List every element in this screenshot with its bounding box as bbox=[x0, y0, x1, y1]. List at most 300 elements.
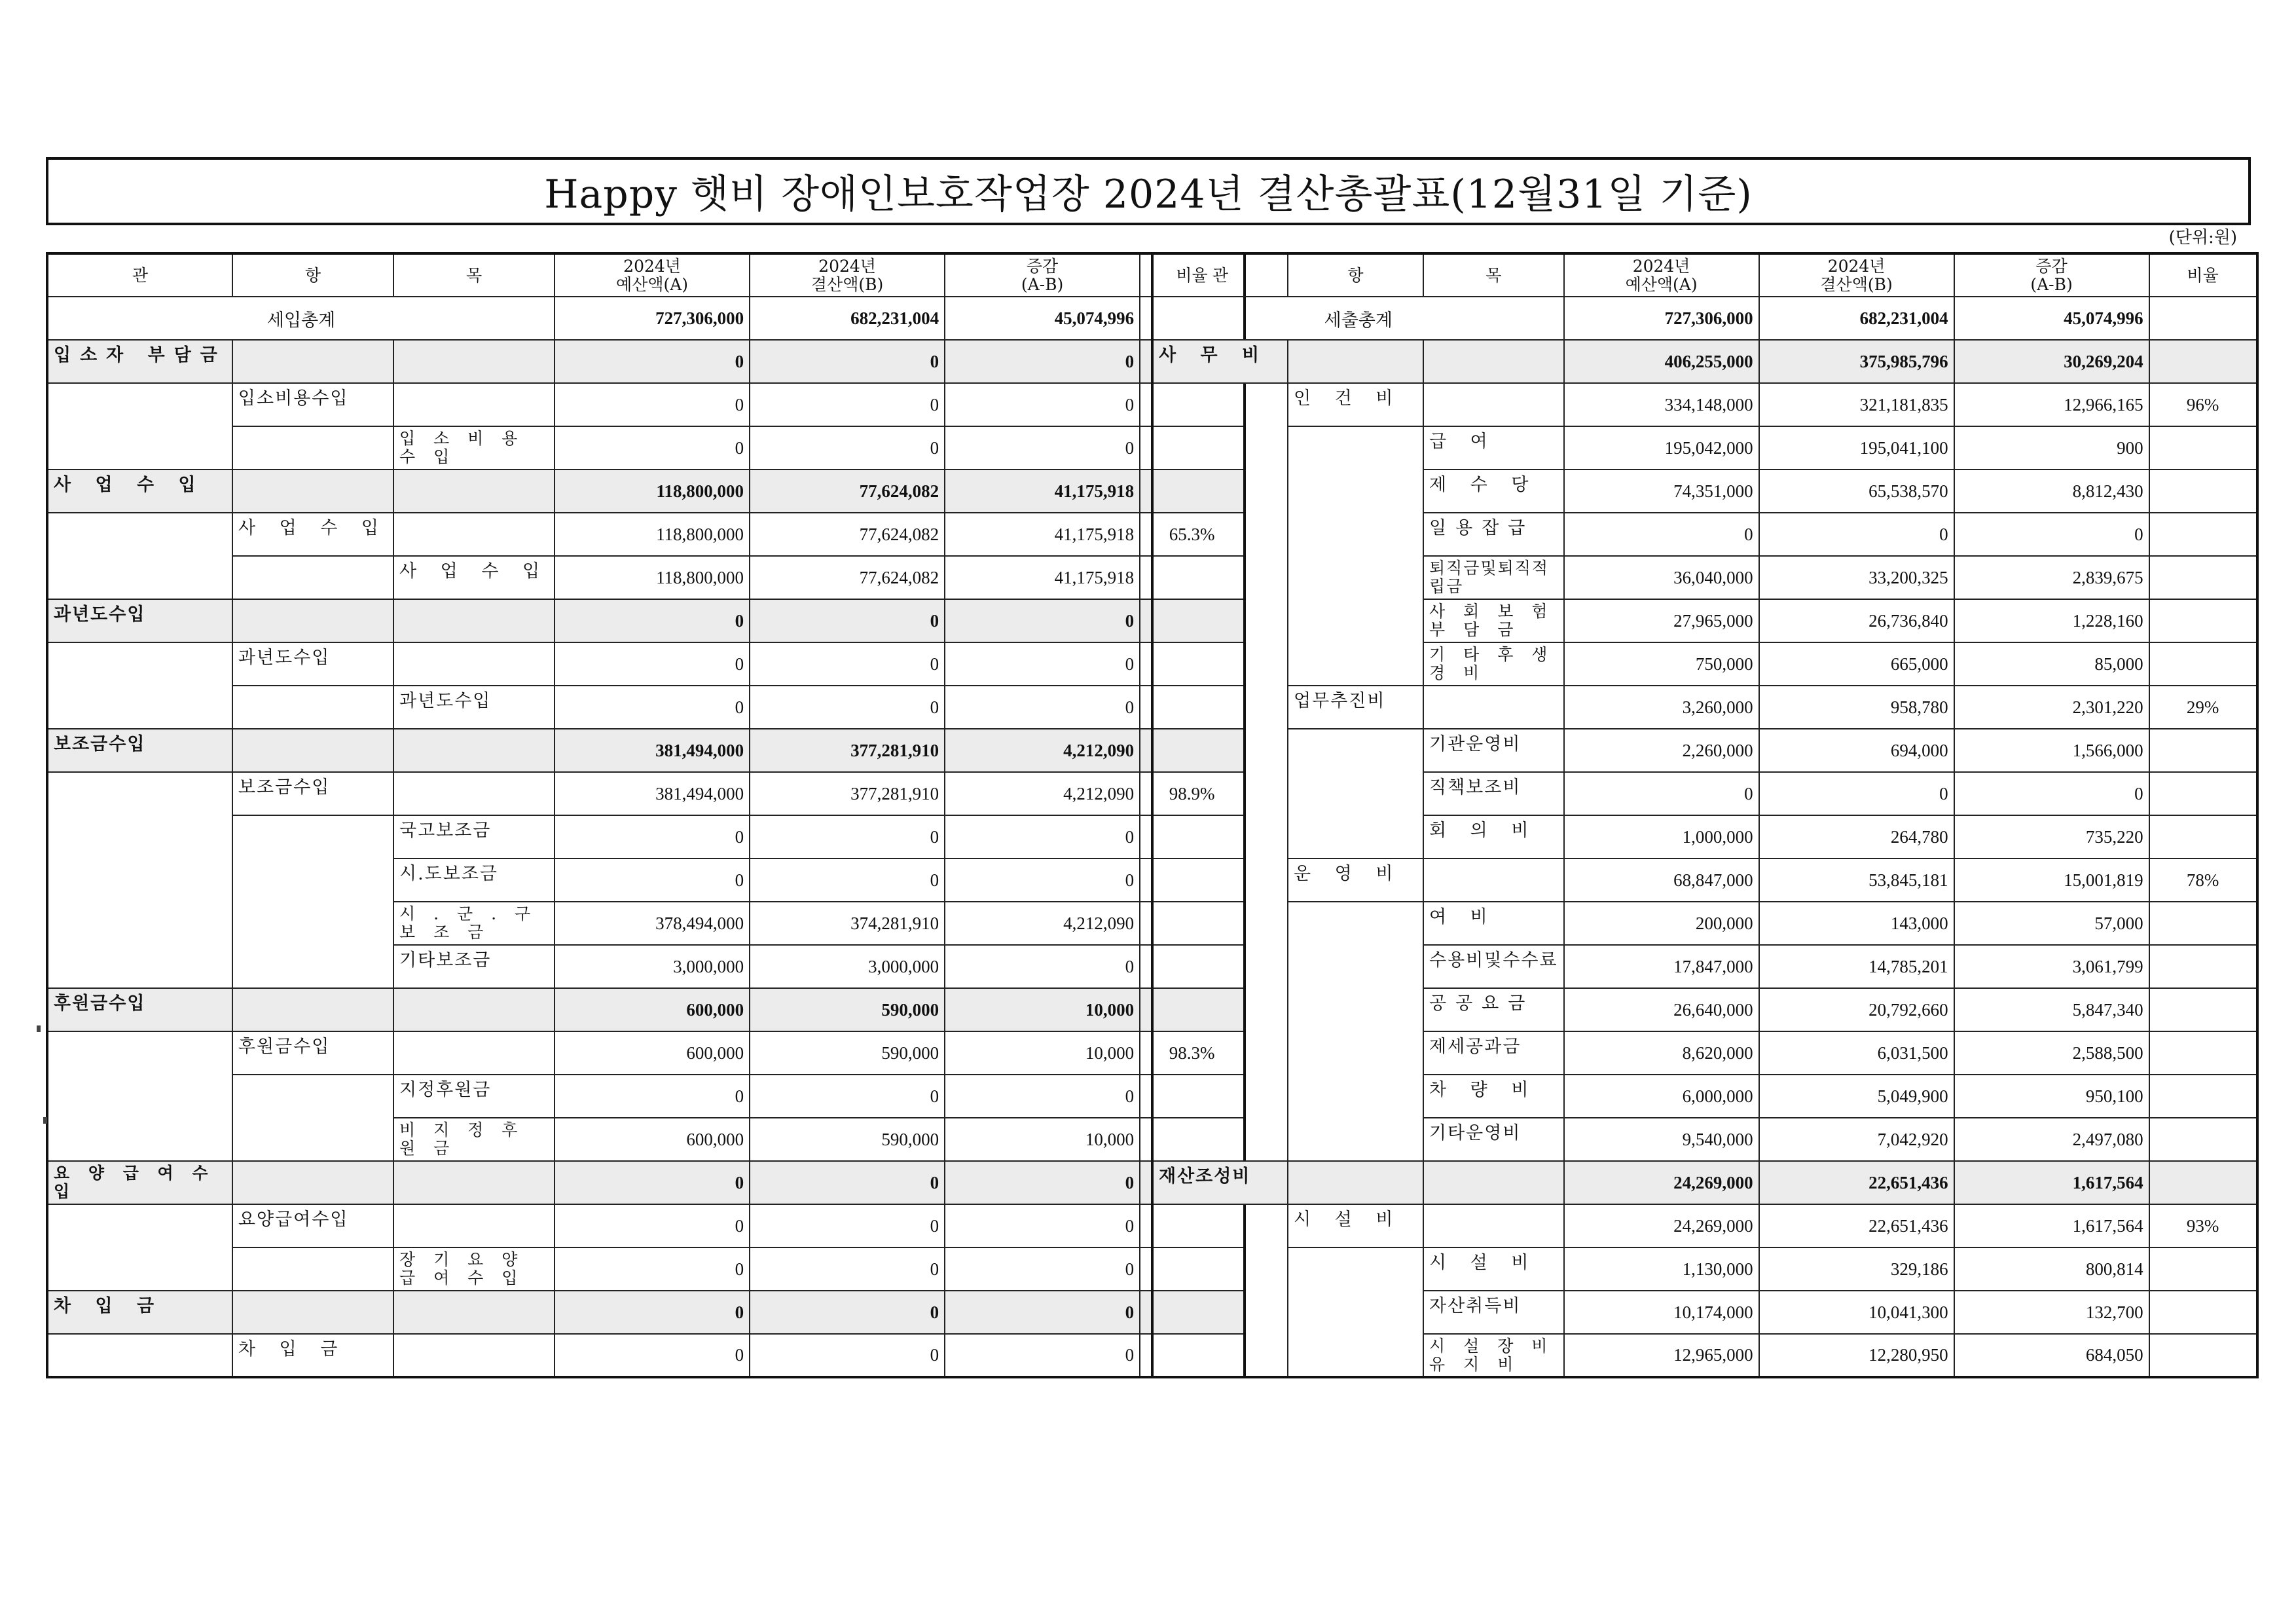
table-row bbox=[1152, 599, 2257, 642]
cell-hang: 후원금수입 bbox=[232, 1031, 393, 1075]
cell-mok: 시.도보조금 bbox=[393, 858, 555, 902]
table-row bbox=[1152, 902, 2257, 945]
cell-b: 329,186 bbox=[1759, 1247, 1954, 1291]
cell-gwan bbox=[1152, 815, 1288, 858]
cell-a: 0 bbox=[555, 426, 750, 470]
cell-ratio bbox=[2149, 945, 2257, 988]
cell-d: 1,228,160 bbox=[1954, 599, 2149, 642]
cell-a: 0 bbox=[555, 1161, 750, 1204]
cell-ratio bbox=[2149, 1031, 2257, 1075]
cell-hang bbox=[1288, 1334, 1423, 1377]
table-row bbox=[1152, 1334, 2257, 1377]
cell-b: 0 bbox=[750, 815, 945, 858]
cell-a: 0 bbox=[555, 815, 750, 858]
cell-a: 8,620,000 bbox=[1564, 1031, 1759, 1075]
table-row bbox=[47, 1334, 1245, 1377]
cell-d: 735,220 bbox=[1954, 815, 2149, 858]
cell-b: 0 bbox=[750, 858, 945, 902]
total-d: 45,074,996 bbox=[1954, 297, 2149, 340]
cell-b: 0 bbox=[1759, 513, 1954, 556]
cell-a: 36,040,000 bbox=[1564, 556, 1759, 599]
cell-mok bbox=[393, 1031, 555, 1075]
cell-hang bbox=[232, 815, 393, 858]
cell-hang: 보조금수입 bbox=[232, 772, 393, 815]
cell-ratio bbox=[2149, 642, 2257, 686]
cell-b: 0 bbox=[750, 1291, 945, 1334]
cell-a: 12,965,000 bbox=[1564, 1334, 1759, 1377]
cell-a: 381,494,000 bbox=[555, 729, 750, 772]
cell-ratio: 98.9% bbox=[1140, 772, 1245, 815]
cell-gwan bbox=[47, 858, 232, 902]
cell-gwan bbox=[47, 642, 232, 686]
cell-b: 375,985,796 bbox=[1759, 340, 1954, 383]
cell-gwan: 사 무 비 bbox=[1152, 340, 1288, 383]
table-row bbox=[1152, 470, 2257, 513]
cell-hang bbox=[1288, 426, 1423, 470]
cell-d: 10,000 bbox=[945, 988, 1140, 1031]
cell-b: 0 bbox=[750, 642, 945, 686]
cell-hang: 차 입 금 bbox=[232, 1334, 393, 1377]
cell-gwan bbox=[47, 945, 232, 988]
cell-d: 0 bbox=[945, 686, 1140, 729]
cell-d: 0 bbox=[945, 426, 1140, 470]
cell-a: 600,000 bbox=[555, 1118, 750, 1161]
cell-d: 2,588,500 bbox=[1954, 1031, 2149, 1075]
cell-mok: 제세공과금 bbox=[1423, 1031, 1564, 1075]
table-row bbox=[1152, 945, 2257, 988]
header-budget: 2024년 예산액(A) bbox=[555, 253, 750, 297]
cell-hang bbox=[232, 1161, 393, 1204]
cell-gwan bbox=[47, 1118, 232, 1161]
cell-hang bbox=[1288, 1291, 1423, 1334]
total-a: 727,306,000 bbox=[555, 297, 750, 340]
cell-d: 3,061,799 bbox=[1954, 945, 2149, 988]
cell-a: 118,800,000 bbox=[555, 556, 750, 599]
cell-b: 143,000 bbox=[1759, 902, 1954, 945]
cell-d: 0 bbox=[945, 1291, 1140, 1334]
cell-ratio bbox=[2149, 599, 2257, 642]
table-row bbox=[47, 513, 1245, 556]
header-difference: 증감 (A-B) bbox=[1954, 253, 2149, 297]
cell-mok: 지정후원금 bbox=[393, 1075, 555, 1118]
cell-a: 0 bbox=[555, 1334, 750, 1377]
cell-gwan bbox=[47, 1204, 232, 1247]
cell-d: 0 bbox=[1954, 772, 2149, 815]
cell-b: 5,049,900 bbox=[1759, 1075, 1954, 1118]
cell-mok bbox=[1423, 1204, 1564, 1247]
table-row bbox=[1152, 729, 2257, 772]
cell-gwan bbox=[1152, 686, 1288, 729]
cell-ratio bbox=[2149, 1291, 2257, 1334]
cell-d: 4,212,090 bbox=[945, 729, 1140, 772]
cell-a: 10,174,000 bbox=[1564, 1291, 1759, 1334]
cell-gwan bbox=[1152, 945, 1288, 988]
cell-a: 24,269,000 bbox=[1564, 1204, 1759, 1247]
cell-gwan bbox=[47, 1031, 232, 1075]
cell-b: 374,281,910 bbox=[750, 902, 945, 945]
cell-b: 33,200,325 bbox=[1759, 556, 1954, 599]
cell-b: 0 bbox=[750, 1247, 945, 1291]
cell-b: 590,000 bbox=[750, 988, 945, 1031]
cell-ratio bbox=[2149, 1334, 2257, 1377]
cell-mok bbox=[393, 1161, 555, 1204]
table-row bbox=[1152, 1247, 2257, 1291]
cell-hang bbox=[1288, 642, 1423, 686]
table-row bbox=[1152, 556, 2257, 599]
cell-d: 0 bbox=[945, 1247, 1140, 1291]
cell-mok bbox=[393, 470, 555, 513]
cell-b: 0 bbox=[1759, 772, 1954, 815]
cell-gwan: 사 업 수 입 bbox=[47, 470, 232, 513]
cell-mok bbox=[393, 988, 555, 1031]
cell-b: 377,281,910 bbox=[750, 729, 945, 772]
cell-ratio: 98.3% bbox=[1140, 1031, 1245, 1075]
cell-d: 10,000 bbox=[945, 1031, 1140, 1075]
header-mok: 목 bbox=[393, 253, 555, 297]
cell-mok bbox=[393, 599, 555, 642]
table-row bbox=[47, 1161, 1245, 1204]
cell-ratio bbox=[2149, 729, 2257, 772]
cell-mok bbox=[393, 513, 555, 556]
header-budget: 2024년 예산액(A) bbox=[1564, 253, 1759, 297]
cell-mok: 비 지 정 후 원 금 bbox=[393, 1118, 555, 1161]
cell-a: 750,000 bbox=[1564, 642, 1759, 686]
cell-a: 2,260,000 bbox=[1564, 729, 1759, 772]
table-row bbox=[1152, 858, 2257, 902]
cell-d: 132,700 bbox=[1954, 1291, 2149, 1334]
cell-hang: 과년도수입 bbox=[232, 642, 393, 686]
cell-ratio bbox=[2149, 1247, 2257, 1291]
cell-gwan bbox=[47, 902, 232, 945]
cell-hang bbox=[232, 988, 393, 1031]
cell-ratio bbox=[2149, 772, 2257, 815]
cell-a: 381,494,000 bbox=[555, 772, 750, 815]
cell-b: 0 bbox=[750, 686, 945, 729]
cell-d: 800,814 bbox=[1954, 1247, 2149, 1291]
cell-a: 17,847,000 bbox=[1564, 945, 1759, 988]
cell-mok bbox=[393, 772, 555, 815]
cell-a: 0 bbox=[555, 383, 750, 426]
cell-hang bbox=[232, 426, 393, 470]
cell-mok bbox=[1423, 686, 1564, 729]
total-ratio bbox=[2149, 297, 2257, 340]
cell-hang bbox=[1288, 513, 1423, 556]
unit-label: (단위:원) bbox=[2168, 228, 2237, 248]
cell-mok: 수용비및수수료 bbox=[1423, 945, 1564, 988]
cell-ratio: 93% bbox=[2149, 1204, 2257, 1247]
cell-a: 0 bbox=[1564, 772, 1759, 815]
cell-d: 0 bbox=[945, 599, 1140, 642]
cell-b: 77,624,082 bbox=[750, 470, 945, 513]
header-gwan: 관 bbox=[1152, 253, 1288, 297]
total-row bbox=[47, 297, 1245, 340]
cell-hang bbox=[1288, 599, 1423, 642]
cell-hang: 사 업 수 입 bbox=[232, 513, 393, 556]
cell-ratio bbox=[2149, 556, 2257, 599]
cell-d: 0 bbox=[945, 383, 1140, 426]
cell-hang bbox=[1288, 1031, 1423, 1075]
cell-b: 20,792,660 bbox=[1759, 988, 1954, 1031]
cell-mok bbox=[1423, 383, 1564, 426]
cell-b: 14,785,201 bbox=[1759, 945, 1954, 988]
cell-d: 8,812,430 bbox=[1954, 470, 2149, 513]
cell-a: 200,000 bbox=[1564, 902, 1759, 945]
table-row bbox=[1152, 1075, 2257, 1118]
revenue-body bbox=[47, 297, 1245, 1377]
cell-mok bbox=[393, 729, 555, 772]
cell-hang bbox=[1288, 729, 1423, 772]
cell-hang bbox=[1288, 772, 1423, 815]
cell-hang bbox=[232, 556, 393, 599]
cell-d: 41,175,918 bbox=[945, 470, 1140, 513]
cell-d: 2,301,220 bbox=[1954, 686, 2149, 729]
cell-mok: 시 설 장 비 유 지 비 bbox=[1423, 1334, 1564, 1377]
cell-gwan bbox=[1152, 729, 1288, 772]
cell-a: 0 bbox=[555, 642, 750, 686]
cell-ratio bbox=[2149, 902, 2257, 945]
cell-mok bbox=[393, 383, 555, 426]
cell-mok: 사 업 수 입 bbox=[393, 556, 555, 599]
cell-hang bbox=[232, 729, 393, 772]
cell-gwan bbox=[1152, 513, 1288, 556]
cell-a: 24,269,000 bbox=[1564, 1161, 1759, 1204]
cell-d: 900 bbox=[1954, 426, 2149, 470]
cell-mok: 장 기 요 양 급 여 수 입 bbox=[393, 1247, 555, 1291]
cell-gwan bbox=[47, 513, 232, 556]
cell-gwan bbox=[47, 772, 232, 815]
cell-gwan: 입소자 부담금 bbox=[47, 340, 232, 383]
table-row bbox=[1152, 642, 2257, 686]
cell-a: 118,800,000 bbox=[555, 513, 750, 556]
cell-hang bbox=[232, 340, 393, 383]
cell-b: 7,042,920 bbox=[1759, 1118, 1954, 1161]
cell-gwan bbox=[1152, 772, 1288, 815]
cell-gwan bbox=[1152, 1031, 1288, 1075]
cell-d: 1,617,564 bbox=[1954, 1204, 2149, 1247]
table-row bbox=[47, 1031, 1245, 1075]
table-row bbox=[47, 1075, 1245, 1118]
cell-d: 0 bbox=[1954, 513, 2149, 556]
cell-b: 65,538,570 bbox=[1759, 470, 1954, 513]
cell-mok: 기 타 후 생 경 비 bbox=[1423, 642, 1564, 686]
cell-a: 0 bbox=[1564, 513, 1759, 556]
cell-gwan bbox=[1152, 470, 1288, 513]
cell-gwan bbox=[47, 686, 232, 729]
cell-a: 27,965,000 bbox=[1564, 599, 1759, 642]
cell-b: 10,041,300 bbox=[1759, 1291, 1954, 1334]
total-b: 682,231,004 bbox=[1759, 297, 1954, 340]
table-row bbox=[47, 686, 1245, 729]
cell-d: 1,566,000 bbox=[1954, 729, 2149, 772]
cell-mok: 공공요금 bbox=[1423, 988, 1564, 1031]
cell-d: 41,175,918 bbox=[945, 513, 1140, 556]
table-row bbox=[47, 1204, 1245, 1247]
cell-b: 377,281,910 bbox=[750, 772, 945, 815]
cell-hang bbox=[1288, 1118, 1423, 1161]
cell-d: 0 bbox=[945, 858, 1140, 902]
cell-gwan: 보조금수입 bbox=[47, 729, 232, 772]
cell-hang bbox=[1288, 1075, 1423, 1118]
cell-d: 5,847,340 bbox=[1954, 988, 2149, 1031]
table-row bbox=[47, 556, 1245, 599]
table-row bbox=[1152, 988, 2257, 1031]
cell-gwan bbox=[47, 383, 232, 426]
header-settlement: 2024년 결산액(B) bbox=[750, 253, 945, 297]
cell-ratio bbox=[2149, 815, 2257, 858]
table-row bbox=[1152, 383, 2257, 426]
cell-b: 6,031,500 bbox=[1759, 1031, 1954, 1075]
cell-a: 0 bbox=[555, 1204, 750, 1247]
cell-hang bbox=[1288, 988, 1423, 1031]
cell-mok: 사 회 보 험 부 담 금 bbox=[1423, 599, 1564, 642]
cell-gwan bbox=[47, 815, 232, 858]
cell-mok bbox=[1423, 1161, 1564, 1204]
table-row bbox=[47, 1247, 1245, 1291]
cell-d: 2,839,675 bbox=[1954, 556, 2149, 599]
cell-a: 1,000,000 bbox=[1564, 815, 1759, 858]
cell-ratio bbox=[2149, 340, 2257, 383]
cell-ratio bbox=[2149, 513, 2257, 556]
table-row bbox=[1152, 1291, 2257, 1334]
table-row bbox=[47, 858, 1245, 902]
cell-d: 2,497,080 bbox=[1954, 1118, 2149, 1161]
cell-a: 0 bbox=[555, 599, 750, 642]
expenditure-body bbox=[1152, 297, 2257, 1377]
cell-ratio: 65.3% bbox=[1140, 513, 1245, 556]
cell-a: 334,148,000 bbox=[1564, 383, 1759, 426]
cell-gwan bbox=[1152, 383, 1288, 426]
cell-gwan bbox=[1152, 1334, 1288, 1377]
cell-mok bbox=[393, 340, 555, 383]
cell-b: 665,000 bbox=[1759, 642, 1954, 686]
cell-hang bbox=[232, 1291, 393, 1334]
cell-d: 85,000 bbox=[1954, 642, 2149, 686]
cell-b: 77,624,082 bbox=[750, 556, 945, 599]
cell-mok: 퇴직금및퇴직적립금 bbox=[1423, 556, 1564, 599]
cell-mok: 시 . 군 . 구 보 조 금 bbox=[393, 902, 555, 945]
table-row bbox=[1152, 1031, 2257, 1075]
cell-hang: 인 건 비 bbox=[1288, 383, 1423, 426]
cell-mok: 국고보조금 bbox=[393, 815, 555, 858]
cell-b: 264,780 bbox=[1759, 815, 1954, 858]
cell-gwan: 후원금수입 bbox=[47, 988, 232, 1031]
cell-mok: 입 소 비 용 수 입 bbox=[393, 426, 555, 470]
cell-ratio: 78% bbox=[2149, 858, 2257, 902]
cell-gwan bbox=[1152, 1247, 1288, 1291]
cell-hang bbox=[1288, 1247, 1423, 1291]
scan-mark bbox=[37, 1025, 41, 1032]
table-row bbox=[1152, 1118, 2257, 1161]
cell-d: 0 bbox=[945, 1075, 1140, 1118]
cell-b: 22,651,436 bbox=[1759, 1204, 1954, 1247]
cell-ratio bbox=[2149, 470, 2257, 513]
cell-mok: 급 여 bbox=[1423, 426, 1564, 470]
cell-mok: 일용잡급 bbox=[1423, 513, 1564, 556]
cell-b: 694,000 bbox=[1759, 729, 1954, 772]
cell-gwan bbox=[1152, 1075, 1288, 1118]
cell-hang bbox=[1288, 470, 1423, 513]
table-row bbox=[1152, 513, 2257, 556]
cell-d: 10,000 bbox=[945, 1118, 1140, 1161]
cell-a: 600,000 bbox=[555, 1031, 750, 1075]
table-row bbox=[47, 1291, 1245, 1334]
cell-hang: 운 영 비 bbox=[1288, 858, 1423, 902]
cell-mok: 제 수 당 bbox=[1423, 470, 1564, 513]
cell-d: 1,617,564 bbox=[1954, 1161, 2149, 1204]
cell-hang bbox=[232, 1247, 393, 1291]
table-row bbox=[1152, 1161, 2257, 1204]
cell-ratio: 29% bbox=[2149, 686, 2257, 729]
table-row bbox=[47, 945, 1245, 988]
total-row bbox=[1152, 297, 2257, 340]
header-row bbox=[47, 253, 1245, 297]
scan-mark bbox=[43, 1117, 47, 1124]
cell-gwan bbox=[1152, 902, 1288, 945]
cell-a: 118,800,000 bbox=[555, 470, 750, 513]
table-row bbox=[47, 470, 1245, 513]
cell-b: 77,624,082 bbox=[750, 513, 945, 556]
cell-a: 600,000 bbox=[555, 988, 750, 1031]
cell-a: 3,260,000 bbox=[1564, 686, 1759, 729]
cell-d: 4,212,090 bbox=[945, 772, 1140, 815]
cell-hang bbox=[232, 1118, 393, 1161]
cell-a: 6,000,000 bbox=[1564, 1075, 1759, 1118]
cell-hang bbox=[1288, 902, 1423, 945]
revenue-table bbox=[46, 252, 1246, 1378]
cell-gwan bbox=[1152, 988, 1288, 1031]
cell-mok bbox=[393, 1204, 555, 1247]
cell-hang bbox=[232, 1075, 393, 1118]
expenditure-table bbox=[1151, 252, 2259, 1378]
cell-d: 0 bbox=[945, 340, 1140, 383]
cell-mok: 자산취득비 bbox=[1423, 1291, 1564, 1334]
header-settlement: 2024년 결산액(B) bbox=[1759, 253, 1954, 297]
cell-mok: 직책보조비 bbox=[1423, 772, 1564, 815]
header-hang: 항 bbox=[1288, 253, 1423, 297]
cell-d: 12,966,165 bbox=[1954, 383, 2149, 426]
cell-a: 0 bbox=[555, 1247, 750, 1291]
cell-a: 1,130,000 bbox=[1564, 1247, 1759, 1291]
cell-b: 22,651,436 bbox=[1759, 1161, 1954, 1204]
cell-gwan bbox=[1152, 858, 1288, 902]
cell-gwan bbox=[1152, 1291, 1288, 1334]
cell-gwan bbox=[47, 556, 232, 599]
table-row bbox=[47, 599, 1245, 642]
total-a: 727,306,000 bbox=[1564, 297, 1759, 340]
table-row bbox=[47, 1118, 1245, 1161]
cell-b: 590,000 bbox=[750, 1118, 945, 1161]
cell-b: 0 bbox=[750, 1334, 945, 1377]
cell-mok: 시 설 비 bbox=[1423, 1247, 1564, 1291]
cell-hang: 시 설 비 bbox=[1288, 1204, 1423, 1247]
page-title: Happy 햇비 장애인보호작업장 2024년 결산총괄표(12월31일 기준) bbox=[544, 172, 1753, 217]
table-row bbox=[47, 426, 1245, 470]
table-row bbox=[47, 340, 1245, 383]
cell-gwan: 재산조성비 bbox=[1152, 1161, 1288, 1204]
table-row bbox=[47, 642, 1245, 686]
cell-gwan bbox=[47, 1334, 232, 1377]
cell-gwan: 요 양 급 여 수 입 bbox=[47, 1161, 232, 1204]
cell-a: 0 bbox=[555, 686, 750, 729]
cell-b: 12,280,950 bbox=[1759, 1334, 1954, 1377]
cell-hang bbox=[232, 599, 393, 642]
table-row bbox=[47, 902, 1245, 945]
cell-hang: 입소비용수입 bbox=[232, 383, 393, 426]
cell-a: 406,255,000 bbox=[1564, 340, 1759, 383]
cell-hang bbox=[1288, 945, 1423, 988]
table-row bbox=[47, 772, 1245, 815]
cell-d: 0 bbox=[945, 1204, 1140, 1247]
